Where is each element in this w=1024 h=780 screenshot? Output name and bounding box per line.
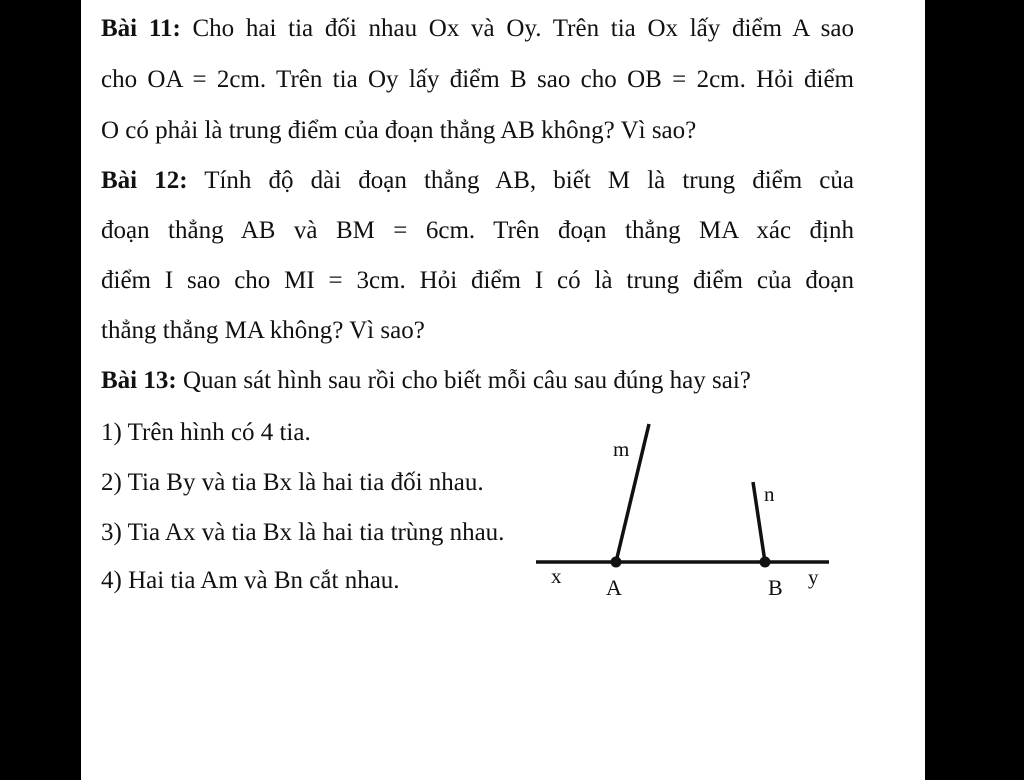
- ex11-line-3: O có phải là trung điểm của đoạn thẳng AB không? Vì sao?: [101, 117, 697, 144]
- point-a-dot: [611, 557, 622, 568]
- label-y: y: [808, 565, 819, 589]
- ex13-statement-2: 2) Tia By và tia Bx là hai tia đối nhau.: [101, 469, 484, 496]
- ex12-line-2: đoạn thẳng AB và BM = 6cm. Trên đoạn thẳng MA xác định: [101, 217, 854, 244]
- label-a: A: [606, 575, 622, 600]
- ex12-line-3: điểm I sao cho MI = 3cm. Hỏi điểm I có là trung điểm của đoạn: [101, 267, 854, 294]
- label-m: m: [613, 437, 630, 461]
- ex12-line-4: thẳng thẳng MA không? Vì sao?: [101, 317, 425, 344]
- ex13-statement-1: 1) Trên hình có 4 tia.: [101, 419, 311, 446]
- ex13-text-1: Quan sát hình sau rồi cho biết mỗi câu sau đúng hay sai?: [182, 367, 751, 394]
- point-b-dot: [760, 557, 771, 568]
- ex13-statement-3: 3) Tia Ax và tia Bx là hai tia trùng nhau.: [101, 519, 505, 546]
- label-x: x: [551, 564, 562, 588]
- geometry-figure: [81, 0, 925, 780]
- document-page: [81, 0, 925, 780]
- ex13-label: Bài 13:: [101, 367, 177, 394]
- ex11-line-2: cho OA = 2cm. Trên tia Oy lấy điểm B sao cho OB = 2cm. Hỏi điểm: [101, 66, 854, 93]
- ex11-label: Bài 11:: [101, 15, 181, 42]
- ex11-text-1: Cho hai tia đối nhau Ox và Oy. Trên tia Ox lấy điểm A sao: [192, 15, 855, 42]
- ex12-text-1: Tính độ dài đoạn thẳng AB, biết M là trung điểm của: [204, 167, 854, 194]
- label-n: n: [764, 482, 775, 506]
- label-b: B: [768, 575, 783, 600]
- ex13-statement-4: 4) Hai tia Am và Bn cắt nhau.: [101, 567, 400, 594]
- ex12-label: Bài 12:: [101, 167, 188, 194]
